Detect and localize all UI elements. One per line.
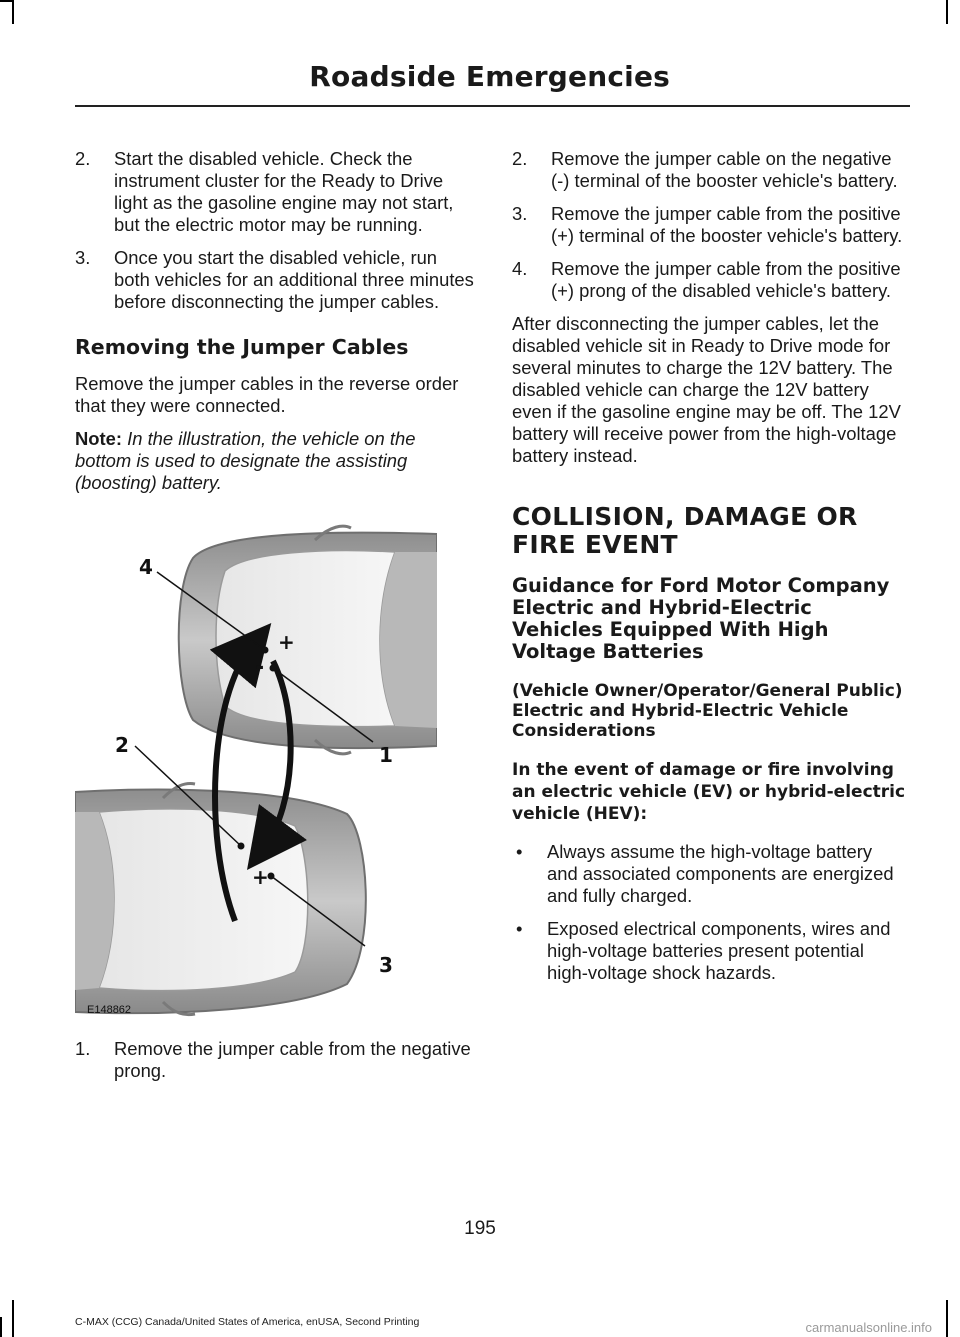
intro-paragraph: Remove the jumper cables in the reverse order that they were connected. <box>75 373 459 416</box>
bullet-dot: • <box>516 918 523 939</box>
minus-sign: - <box>255 655 265 680</box>
callout-3: 3 <box>379 953 393 977</box>
guidance-heading: Guidance for Ford Motor Company Electric and Hybrid-Electric Vehicles Equipped With High Voltage Batteries <box>512 574 890 663</box>
header-rule <box>75 105 910 107</box>
callout-2: 2 <box>115 733 129 757</box>
step-number: 3. <box>75 247 91 268</box>
step-number: 1. <box>75 1038 91 1059</box>
terminal-dot <box>270 665 277 672</box>
plus-sign: + <box>252 865 269 889</box>
step-number: 3. <box>512 203 528 224</box>
step-text: Remove the jumper cable from the positive (+) prong of the disabled vehicle's battery. <box>551 258 901 301</box>
crop-mark <box>0 1317 2 1337</box>
steps-list <box>75 1038 475 1082</box>
right-column <box>512 148 907 995</box>
crop-mark <box>946 0 948 24</box>
plus-sign: + <box>278 630 295 654</box>
watermark: carmanualsonline.info <box>805 1320 932 1335</box>
page-header-title: Roadside Emergencies <box>309 60 670 93</box>
bullet-dot: • <box>516 841 523 862</box>
callout-1: 1 <box>379 743 393 767</box>
section-heading: Removing the Jumper Cables <box>75 335 409 359</box>
steps-list <box>75 148 475 313</box>
footer-text: C-MAX (CCG) Canada/United States of America, enUSA, Second Printing <box>75 1316 420 1328</box>
crop-mark <box>0 0 12 2</box>
note-paragraph <box>75 428 475 494</box>
note-label: Note: <box>75 428 122 449</box>
considerations-heading: Electric and Hybrid-Electric Vehicle Considerations <box>512 701 849 741</box>
callout-4: 4 <box>139 555 153 579</box>
list-item <box>75 148 475 236</box>
illustration-svg <box>75 516 437 1022</box>
bullet-text: Always assume the high-voltage battery and associated components are energized and fully charged. <box>547 841 894 906</box>
list-item <box>512 203 907 247</box>
page-number: 195 <box>464 1218 496 1239</box>
figure-code: E148862 <box>87 1004 132 1016</box>
list-item <box>512 148 907 192</box>
left-column <box>75 148 475 1093</box>
terminal-dot <box>262 647 269 654</box>
list-item <box>75 1038 475 1082</box>
audience-block <box>512 681 907 741</box>
crop-mark <box>12 1300 14 1337</box>
event-heading: In the event of damage or fire involving an electric vehicle (EV) or hybrid-electric vehicle (HEV): <box>512 760 906 824</box>
list-item <box>512 258 907 302</box>
list-item <box>512 918 907 984</box>
step-number: 2. <box>512 148 528 169</box>
step-text: Once you start the disabled vehicle, run both vehicles for an additional three minutes before disconnecting the jumper cables. <box>114 247 474 312</box>
event-block <box>512 759 907 984</box>
section-title: COLLISION, DAMAGE OR FIRE EVENT <box>512 502 858 559</box>
step-text: Start the disabled vehicle. Check the instrument cluster for the Ready to Drive light as the gasoline engine may not start, but the electric motor may be running. <box>114 148 454 235</box>
bullet-list <box>512 841 907 984</box>
terminal-dot <box>238 843 245 850</box>
list-item <box>75 247 475 313</box>
step-text: Remove the jumper cable from the positive (+) terminal of the booster vehicle's battery. <box>551 203 903 246</box>
bullet-text: Exposed electrical components, wires and high-voltage batteries present potential high-voltage shock hazards. <box>547 918 891 983</box>
step-number: 4. <box>512 258 528 279</box>
minus-sign: - <box>252 832 262 857</box>
step-number: 2. <box>75 148 91 169</box>
after-disconnect-paragraph: After disconnecting the jumper cables, let the disabled vehicle sit in Ready to Drive mode for several minutes to charge the 12V battery. The disabled vehicle can charge the 12V battery even if the gasoline engine may be off. The 12V battery will receive power from the high-voltage battery instead. <box>512 313 901 466</box>
booster-vehicle <box>75 784 366 1015</box>
crop-mark <box>946 1300 948 1337</box>
steps-list <box>512 148 907 302</box>
step-text: Remove the jumper cable on the negative (-) terminal of the booster vehicle's battery. <box>551 148 898 191</box>
step-text: Remove the jumper cable from the negative prong. <box>114 1038 471 1081</box>
jumper-cable-illustration <box>75 516 437 1022</box>
disabled-vehicle <box>179 526 437 754</box>
list-item <box>512 841 907 907</box>
note-text: In the illustration, the vehicle on the bottom is used to designate the assisting (boosting) battery. <box>75 428 416 493</box>
audience-heading: (Vehicle Owner/Operator/General Public) <box>512 681 903 701</box>
crop-mark <box>12 0 14 24</box>
